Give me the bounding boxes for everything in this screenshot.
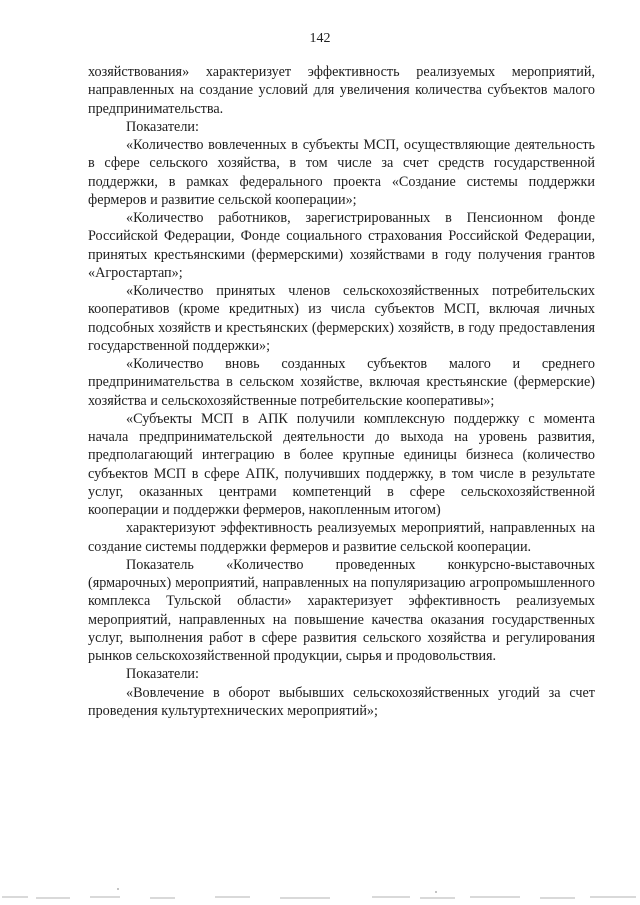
paragraph: «Вовлечение в оборот выбывших сельскохозяйственных угодий за счет проведения культуртехнических мероприятий»; <box>88 684 595 719</box>
paragraph: «Количество принятых членов сельскохозяйственных потребительских кооперативов (кроме кредитных) из числа субъектов МСП, включая личных подсобных хозяйств и крестьянских (фермерских) хозяйств, в году предоставления государственной поддержки»; <box>88 283 595 354</box>
paragraph: характеризуют эффективность реализуемых мероприятий, направленных на создание системы поддержки фермеров и развитие сельской кооперации. <box>88 520 595 555</box>
document-body <box>88 63 595 720</box>
paragraph: Показатель «Количество проведенных конкурсно-выставочных (ярмарочных) мероприятий, направленных на популяризацию агропромышленного комплекса Тульской области» характеризует эффективность реализуемых мероприятий, направленных на повышение качества оказания государственных услуг, выполнения работ в сфере развития сельского хозяйства и регулирования рынков сельскохозяйственной продукции, сырья и продовольствия. <box>88 556 595 664</box>
paragraph: хозяйствования» характеризует эффективность реализуемых мероприятий, направленных на создание условий для увеличения количества субъектов малого предпринимательства. <box>88 64 595 117</box>
paragraph: Показатели: <box>126 666 199 683</box>
paragraph: «Субъекты МСП в АПК получили комплексную поддержку с момента начала предпринимательской деятельности до выхода на уровень развития, предполагающий интеграцию в более крупные единицы бизнеса (количество субъектов МСП в сфере АПК, получивших поддержку, в том числе в результате услуг, оказанных центрами компетенций в сфере сельскохозяйственной кооперации и поддержки фермеров, накопленным итогом) <box>88 410 595 518</box>
paragraph: Показатели: <box>126 118 199 135</box>
paragraph: «Количество вновь созданных субъектов малого и среднего предпринимательства в сельском хозяйстве, включая крестьянские (фермерские) хозяйства и сельскохозяйственные потребительские кооперативы»; <box>88 356 595 409</box>
scan-noise-strip <box>0 883 640 905</box>
paragraph: «Количество вовлеченных в субъекты МСП, осуществляющие деятельность в сфере сельского хозяйства, в том числе за счет средств государственной поддержки, в рамках федерального проекта «Создание системы поддержки фермеров и развитие сельской кооперации»; <box>88 137 595 208</box>
page-number: 142 <box>309 31 331 46</box>
paragraph: «Количество работников, зарегистрированных в Пенсионном фонде Российской Федерации, Фонде социального страхования Российской Федерации, принятых крестьянскими (фермерскими) хозяйствами в году получения грантов «Агростартап»; <box>88 210 595 281</box>
